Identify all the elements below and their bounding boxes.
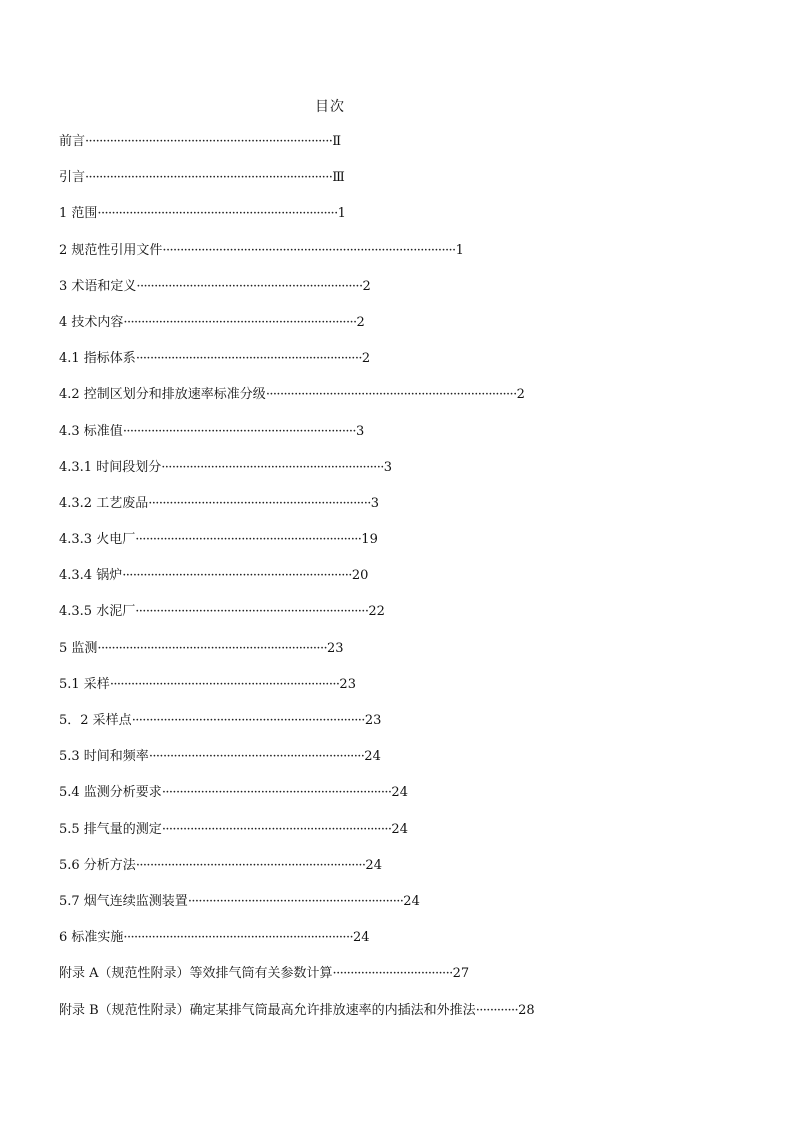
toc-entry-1[interactable] <box>59 204 535 240</box>
toc-entry-label: 4.3.2 工艺废品 <box>59 495 149 511</box>
toc-entry-2[interactable] <box>59 241 535 277</box>
toc-entry-label: 4.2 控制区划分和排放速率标准分级 <box>59 387 266 403</box>
toc-entry-label: 4.1 指标体系 <box>59 351 136 367</box>
toc-entry-leader: ············ <box>475 1002 519 1018</box>
toc-entry-page: 1 <box>455 242 464 258</box>
toc-entry-label: 4 技术内容 <box>59 314 124 330</box>
toc-entry-leader: ····························································· <box>148 749 365 765</box>
toc-entry-label: 附录 B（规范性附录）确定某排气筒最高允许排放速率的内插法和外推法 <box>59 1002 476 1018</box>
toc-entry-leader: ································································· <box>135 857 366 873</box>
toc-entry-4-2[interactable] <box>59 385 535 421</box>
toc-entry-page: 3 <box>370 495 380 511</box>
toc-entry-5-3[interactable] <box>59 747 535 783</box>
toc-entry-leader: ··················································································· <box>162 242 456 258</box>
toc-entry-label: 4.3.4 锅炉 <box>59 568 123 584</box>
toc-entry-label: 4.3.3 火电厂 <box>59 532 136 548</box>
toc-entry-4-3-2[interactable] <box>59 494 535 530</box>
toc-entry-page: 3 <box>383 459 393 475</box>
toc-entry-label: 5.3 时间和频率 <box>59 749 149 765</box>
toc-entry-leader: ······························································· <box>161 459 384 475</box>
toc-entry-label: 4.3.5 水泥厂 <box>59 604 136 620</box>
toc-entry-label: 6 标准实施 <box>59 930 124 946</box>
toc-entry-4-3-5[interactable] <box>59 602 535 638</box>
toc-entry-label: 4.3 标准值 <box>59 423 123 439</box>
toc-entry-leader: ································································ <box>135 532 362 548</box>
toc-entry-5[interactable] <box>59 639 535 675</box>
toc-entry-leader: ······································································ <box>85 134 333 149</box>
toc-entry-label: 附录 A（规范性附录）等效排气筒有关参数计算 <box>59 966 333 982</box>
toc-entry-label: 5．2 采样点 <box>59 713 132 728</box>
toc-entry-page: 24 <box>403 893 420 909</box>
toc-entry-page: 2 <box>362 278 371 294</box>
toc-entry-appendix-a[interactable] <box>59 964 535 1000</box>
toc-entry-page: 24 <box>391 785 408 801</box>
toc-entry-page: 24 <box>353 930 370 946</box>
toc-entry-label: 5 监测 <box>59 640 98 656</box>
toc-title: 目次 <box>315 99 345 115</box>
toc-entry-page: 1 <box>337 206 346 222</box>
toc-entry-leader: ····························································· <box>187 893 404 909</box>
toc-entry-4-3-1[interactable] <box>59 458 535 494</box>
toc-entry-5-6[interactable] <box>59 856 535 892</box>
toc-list <box>59 132 535 1037</box>
toc-entry-page: 24 <box>391 821 408 837</box>
toc-entry-page: 24 <box>364 749 381 765</box>
toc-entry-page: 2 <box>356 314 365 330</box>
toc-entry-page: 24 <box>365 857 382 873</box>
toc-entry-label: 1 范围 <box>59 206 98 222</box>
toc-entry-leader: ·································································· <box>123 314 357 330</box>
toc-entry-label: 2 规范性引用文件 <box>59 242 163 258</box>
toc-entry-4-3[interactable] <box>59 422 535 458</box>
toc-entry-page: 23 <box>327 640 344 656</box>
toc-entry-4-1[interactable] <box>59 349 535 385</box>
toc-entry-leader: ···································································· <box>97 206 338 222</box>
toc-entry-leader: ································································ <box>136 278 363 294</box>
toc-entry-leader: ································································ <box>135 351 362 367</box>
toc-entry-page: 23 <box>364 713 382 728</box>
toc-entry-label: 引言 <box>59 170 86 186</box>
toc-entry-appendix-b[interactable] <box>59 1001 535 1037</box>
toc-entry-page: 20 <box>351 568 369 584</box>
toc-entry-page: 19 <box>361 532 378 548</box>
toc-entry-leader: ······························································· <box>148 495 371 511</box>
toc-entry-label: 5.4 监测分析要求 <box>59 785 162 801</box>
toc-entry-leader: ·································································· <box>122 423 356 439</box>
toc-entry-introduction[interactable] <box>59 168 535 204</box>
toc-entry-preface[interactable] <box>59 132 535 168</box>
toc-entry-4-3-3[interactable] <box>59 530 535 566</box>
toc-entry-page: 3 <box>355 423 365 439</box>
toc-entry-5-7[interactable] <box>59 892 535 928</box>
toc-entry-page: 27 <box>452 966 470 982</box>
toc-entry-leader: ······································································· <box>265 387 517 403</box>
toc-entry-label: 前言 <box>59 134 86 149</box>
toc-entry-page: Ⅱ <box>332 134 342 149</box>
toc-entry-page: 22 <box>368 604 385 620</box>
toc-entry-leader: ································································· <box>161 785 392 801</box>
toc-entry-label: 4.3.1 时间段划分 <box>59 459 162 475</box>
toc-entry-page: Ⅲ <box>332 170 345 186</box>
toc-entry-leader: ································································· <box>97 640 328 656</box>
toc-entry-page: 2 <box>361 351 371 367</box>
toc-entry-label: 5.5 排气量的测定 <box>59 821 162 837</box>
toc-entry-5-4[interactable] <box>59 783 535 819</box>
toc-entry-label: 3 术语和定义 <box>59 278 137 294</box>
toc-entry-leader: ································································· <box>161 821 392 837</box>
toc-entry-leader: ································································· <box>109 676 340 692</box>
toc-entry-page: 23 <box>339 676 356 692</box>
toc-entry-page: 28 <box>518 1002 535 1018</box>
toc-entry-leader: ·································································· <box>135 604 369 620</box>
toc-entry-leader: ·································································· <box>131 713 365 728</box>
toc-entry-leader: ································································· <box>122 568 352 584</box>
toc-entry-6[interactable] <box>59 928 535 964</box>
toc-entry-leader: ·································· <box>332 966 453 982</box>
toc-entry-5-2[interactable] <box>59 711 535 747</box>
toc-entry-leader: ································································· <box>123 930 354 946</box>
toc-entry-page: 2 <box>516 387 525 403</box>
toc-entry-leader: ······································································ <box>85 170 333 186</box>
toc-entry-label: 5.7 烟气连续监测装置 <box>59 893 188 909</box>
toc-entry-4-3-4[interactable] <box>59 566 535 602</box>
toc-entry-5-1[interactable] <box>59 675 535 711</box>
toc-entry-label: 5.1 采样 <box>59 676 110 692</box>
toc-entry-label: 5.6 分析方法 <box>59 857 136 873</box>
toc-entry-4[interactable] <box>59 313 535 349</box>
toc-entry-3[interactable] <box>59 277 535 313</box>
toc-entry-5-5[interactable] <box>59 820 535 856</box>
